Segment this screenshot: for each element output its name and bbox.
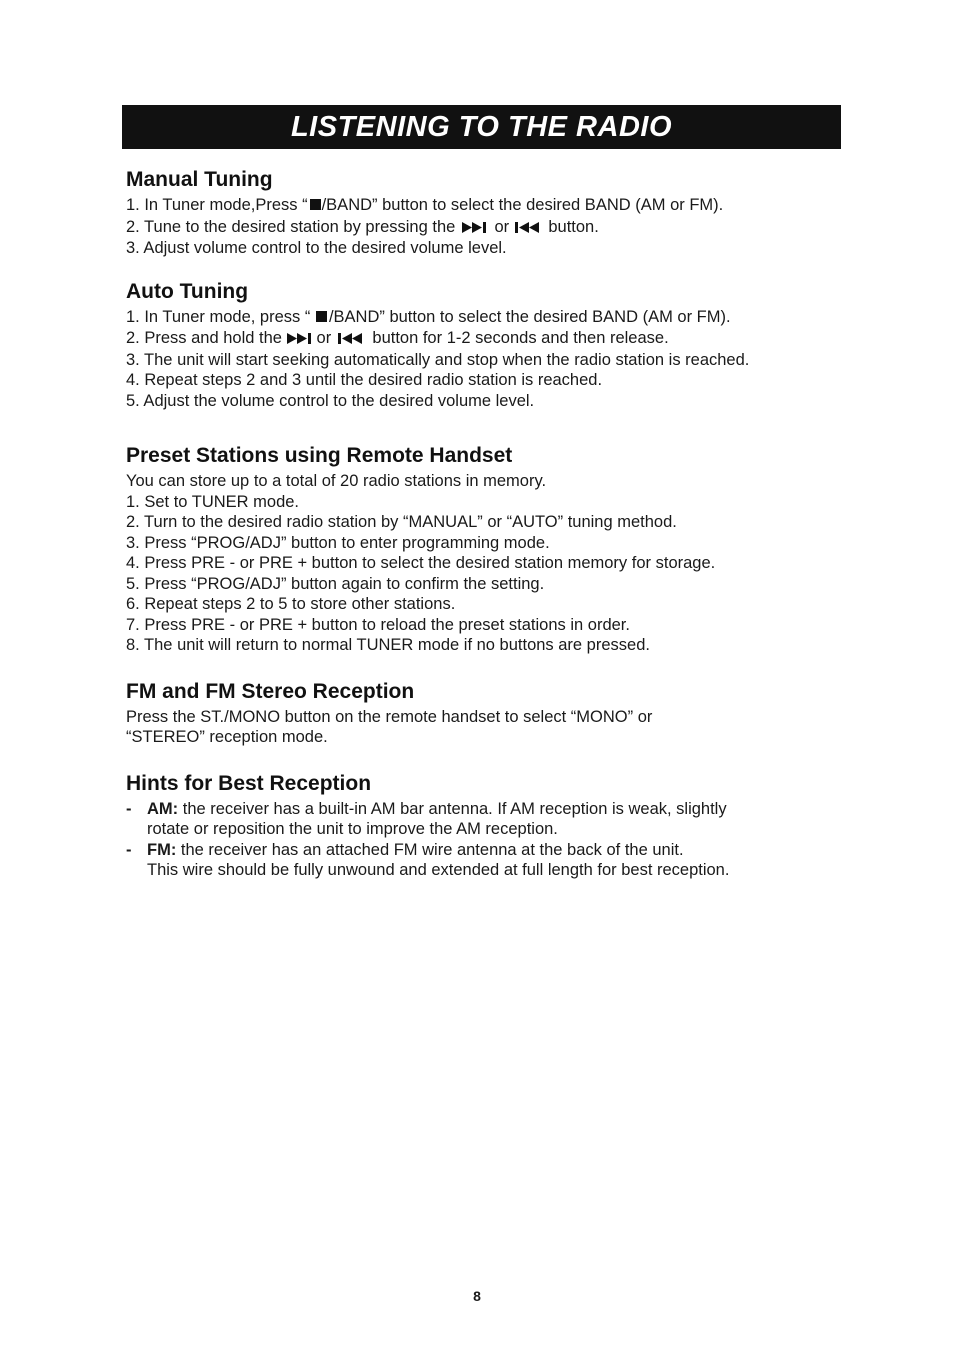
preset-line: 8. The unit will return to normal TUNER mode if no buttons are pressed. [126,636,650,654]
auto-step-2-text-a: 2. Press and hold the [126,329,282,347]
manual-step-1-text-b: /BAND” button to select the desired BAND (AM or FM). [321,196,724,214]
preset-line: 7. Press PRE - or PRE + button to reload the preset stations in order. [126,615,630,634]
section-heading: FM and FM Stereo Reception [126,679,415,703]
skip-forward-icon [460,218,490,239]
preset-line: 4. Press PRE - or PRE + button to select the desired station memory for storage. [126,554,716,572]
skip-back-icon [336,329,368,350]
section-heading: Auto Tuning [126,279,249,303]
auto-step-1-text-b: /BAND” button to select the desired BAND (AM or FM). [328,307,731,326]
auto-tuning-section [126,277,826,412]
preset-line: 2. Turn to the desired radio station by “MANUAL” or “AUTO” tuning method. [126,513,677,531]
preset-line: 3. Press “PROG/ADJ” button to enter programming mode. [126,533,550,552]
auto-step-3: 3. The unit will start seeking automatically and stop when the radio station is reached. [126,350,750,369]
bullet-dash: - [126,840,132,859]
hint-item-fm [126,840,826,881]
preset-line: 6. Repeat steps 2 to 5 to store other stations. [126,595,456,613]
stop-icon [315,308,329,329]
manual-step-3: 3. Adjust volume control to the desired volume level. [126,239,507,257]
manual-step-2 [126,217,826,239]
section-heading: Preset Stations using Remote Handset [126,444,513,467]
skip-back-icon [514,218,544,239]
auto-step-1 [126,307,826,329]
auto-step-4: 4. Repeat steps 2 and 3 until the desired radio station is reached. [126,371,603,389]
hint-continuation: rotate or reposition the unit to improve the AM reception. [147,820,558,838]
manual-step-1-text-a: 1. In Tuner mode,Press “ [126,196,308,214]
manual-step-2-or: or [494,217,510,236]
bullet-dash: - [126,799,132,818]
main-content [126,165,826,881]
page-title-banner [122,105,841,149]
preset-stations-section [126,441,826,656]
auto-step-2 [126,328,826,350]
fm-stereo-section [126,677,826,748]
hint-label: AM: [147,799,179,818]
hints-section [126,769,826,881]
stop-icon [308,196,322,217]
section-heading: Hints for Best Reception [126,771,372,795]
preset-line: 1. Set to TUNER mode. [126,492,300,511]
auto-step-2-text-c: button for 1-2 seconds and then release. [372,329,669,347]
fm-line: Press the ST./MONO button on the remote handset to select “MONO” or [126,707,653,726]
auto-step-1-text-a: 1. In Tuner mode, press “ [126,307,311,326]
section-heading: Manual Tuning [126,168,273,191]
auto-step-2-or: or [316,329,332,347]
preset-line: You can store up to a total of 20 radio stations in memory. [126,472,547,490]
manual-tuning-section [126,165,826,259]
hint-text: the receiver has an attached FM wire antenna at the back of the unit. [176,840,684,859]
manual-step-1 [126,195,826,217]
page-number: 8 [473,1288,481,1304]
preset-line: 5. Press “PROG/ADJ” button again to confirm the setting. [126,574,545,593]
hint-continuation: This wire should be fully unwound and extended at full length for best reception. [147,861,730,879]
fm-line: “STEREO” reception mode. [126,728,328,746]
hint-text: the receiver has a built-in AM bar antenna. If AM reception is weak, slightly [178,799,727,818]
skip-forward-icon [287,329,317,350]
hint-item-am [126,799,826,840]
manual-step-2-text-a: 2. Tune to the desired station by pressing the [126,217,456,236]
hint-label: FM: [147,840,177,859]
page-title: LISTENING TO THE RADIO [290,110,673,143]
manual-step-2-text-c: button. [548,217,599,236]
auto-step-5: 5. Adjust the volume control to the desired volume level. [126,391,535,410]
